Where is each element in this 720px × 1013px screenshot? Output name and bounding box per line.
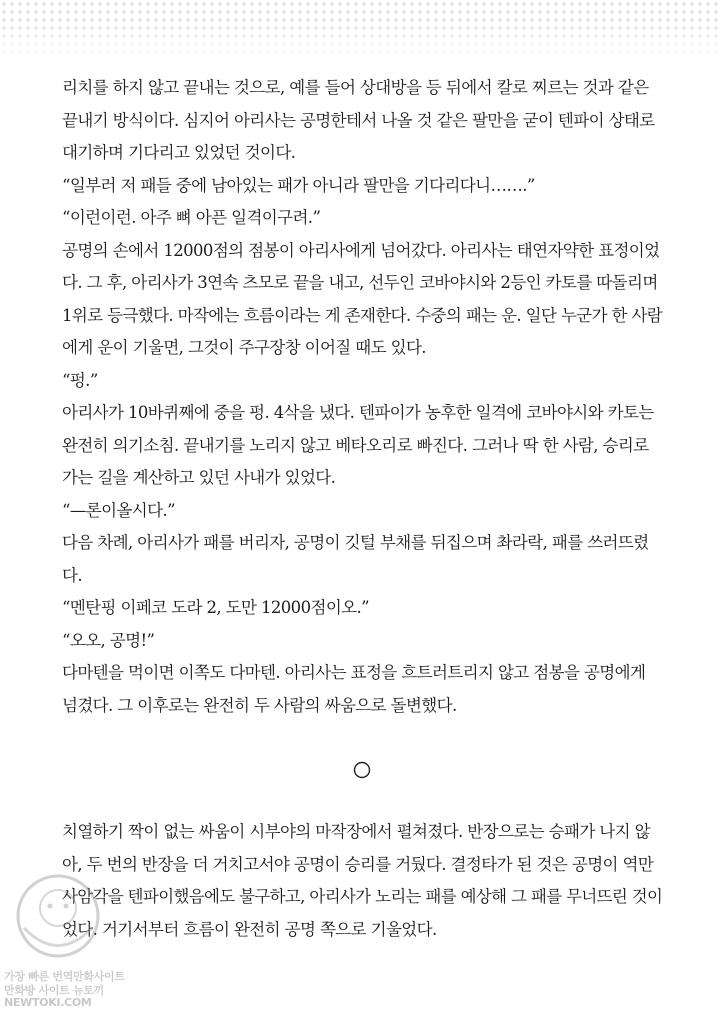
text-line: 완전히 의기소침. 끝내기를 노리지 않고 베타오리로 빠진다. 그러나 딱 한 사람, 승리로	[62, 435, 649, 455]
top-decorative-pattern	[0, 0, 720, 56]
section-break	[62, 746, 662, 794]
text-line: 공명의 손에서 12000점의 점봉이 아리사에게 넘어갔다. 아리사는 태연자약한 표정이었	[62, 240, 660, 260]
text-line: 가는 길을 계산하고 있던 사내가 있었다.	[62, 468, 336, 487]
text-line: “오오, 공명!”	[62, 630, 155, 650]
text-line: 끝내기 방식이다. 심지어 아리사는 공명한테서 나올 것 같은 팔만을 굳이 텐파이 상태로	[62, 110, 655, 130]
text-line: 치열하기 짝이 없는 싸움이 시부야의 마작장에서 펼쳐졌다. 반장으로는 승패가 나지 않	[62, 822, 650, 841]
text-line: 아, 두 번의 반장을 더 거치고서야 공명이 승리를 거뒀다. 결정타가 된 것은 공명이 역만	[62, 854, 654, 874]
text-line: “펑.”	[62, 370, 98, 390]
watermark-line-1: 가장 빠른 번역만화사이트	[4, 970, 125, 983]
watermark	[0, 868, 150, 1013]
text-line: “멘탄핑 이페코 도라 2, 도만 12000점이오.”	[62, 598, 369, 617]
text-block-after-break	[62, 816, 662, 946]
text-line: 다음 차례, 아리사가 패를 버리자, 공명이 깃털 부채를 뒤집으며 촤라락, 패를 쓰러뜨렸	[62, 533, 649, 552]
text-line: 었다. 거기서부터 흐름이 완전히 공명 쪽으로 기울었다.	[62, 919, 437, 939]
spacer	[62, 794, 662, 816]
text-line: 리치를 하지 않고 끝내는 것으로, 예를 들어 상대방을 등 뒤에서 칼로 찌르는 것과 같은	[62, 78, 649, 97]
watermark-character-icon	[0, 868, 120, 968]
text-line: 사암각을 텐파이했음에도 불구하고, 아리사가 노리는 패를 예상해 그 패를 무너뜨린 것이	[62, 887, 663, 906]
watermark-line-2: 만화방 사이트 뉴토끼	[4, 984, 104, 997]
spacer	[62, 722, 662, 746]
page-body	[62, 72, 662, 946]
text-line: 다마텐을 먹이면 이쪽도 다마텐. 아리사는 표정을 흐트러트리지 않고 점봉을 공명에게	[62, 663, 646, 682]
text-line: 다.	[62, 565, 82, 585]
text-line: 1위로 등극했다. 마작에는 흐름이라는 게 존재한다. 수중의 패는 운. 일단 누군가 한 사람	[62, 305, 663, 325]
text-block-before-break	[62, 72, 662, 722]
watermark-line-3: NEWTOKI.COM	[4, 996, 92, 1009]
text-line: “—론이올시다.”	[62, 500, 175, 520]
text-line: 다. 그 후, 아리사가 3연속 츠모로 끝을 내고, 선두인 코바야시와 2등인 카토를 따돌리며	[62, 273, 658, 292]
text-line: 대기하며 기다리고 있었던 것이다.	[62, 143, 296, 162]
text-line: 넘겼다. 그 이후로는 완전히 두 사람의 싸움으로 돌변했다.	[62, 695, 457, 715]
section-break-circle-icon	[352, 760, 372, 780]
text-line: “이런이런. 아주 뼈 아픈 일격이구려.”	[62, 208, 321, 227]
text-line: 에게 운이 기울면, 그것이 주구장창 이어질 때도 있다.	[62, 338, 426, 357]
text-line: 아리사가 10바퀴째에 중을 펑. 4삭을 냈다. 텐파이가 농후한 일격에 코바야시와 카토는	[62, 403, 654, 422]
text-line: “일부러 저 패들 중에 남아있는 패가 아니라 팔만을 기다리다니…….”	[62, 175, 535, 195]
